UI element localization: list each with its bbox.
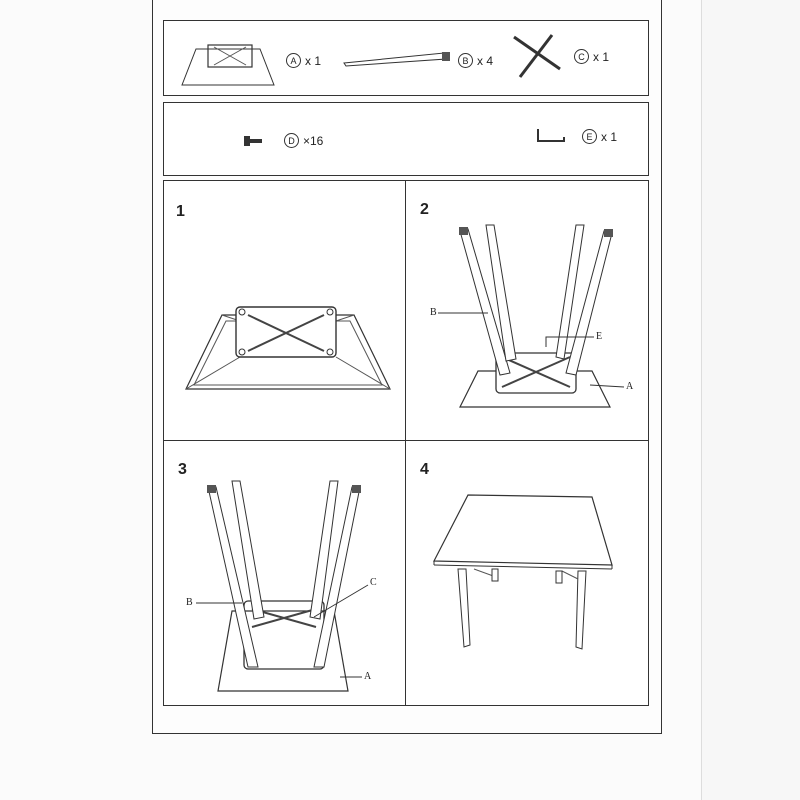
part-a-qty: x 1: [305, 53, 322, 68]
parts-box-top: [163, 20, 649, 96]
part-a-label: [286, 53, 321, 68]
step-3-callout-c: C: [370, 577, 377, 588]
part-c-label: [574, 49, 609, 64]
step-4-panel: [405, 440, 649, 706]
step-2-callout-a: A: [626, 381, 634, 392]
part-e-label: [582, 129, 617, 144]
step-4-number: 4: [420, 461, 429, 478]
step-2-panel: [405, 180, 649, 442]
step-3-callout-b: B: [186, 597, 193, 608]
part-b-label: [458, 53, 493, 68]
part-a-letter: A: [286, 53, 301, 68]
part-d-letter: D: [284, 133, 299, 148]
part-c-letter: C: [574, 49, 589, 64]
step-2-callout-a-leader: [406, 181, 648, 441]
part-b-letter: B: [458, 53, 473, 68]
parts-box-bottom: [163, 102, 649, 176]
part-e-letter: E: [582, 129, 597, 144]
part-b-qty: x 4: [477, 53, 494, 68]
instruction-sheet: [152, 0, 662, 734]
step-3-panel: [163, 440, 407, 706]
part-d-label: [284, 133, 323, 148]
step-2-callout-b: B: [430, 307, 437, 318]
step-1-panel: [163, 180, 407, 442]
part-e-qty: x 1: [601, 129, 618, 144]
step-2-number: 2: [420, 201, 429, 218]
step-2-callout-e: E: [596, 331, 603, 342]
step-4-illustration: [406, 441, 648, 705]
part-d-qty: ×16: [303, 133, 324, 148]
step-3-number: 3: [178, 461, 187, 478]
step-3-callout-a-leader: [164, 441, 406, 705]
part-c-qty: x 1: [593, 49, 610, 64]
step-1-number: 1: [176, 203, 185, 220]
step-3-callout-a: A: [364, 671, 372, 682]
page-edge: [701, 0, 800, 800]
allen-key-icon: [164, 103, 648, 175]
step-1-illustration: [164, 181, 406, 441]
